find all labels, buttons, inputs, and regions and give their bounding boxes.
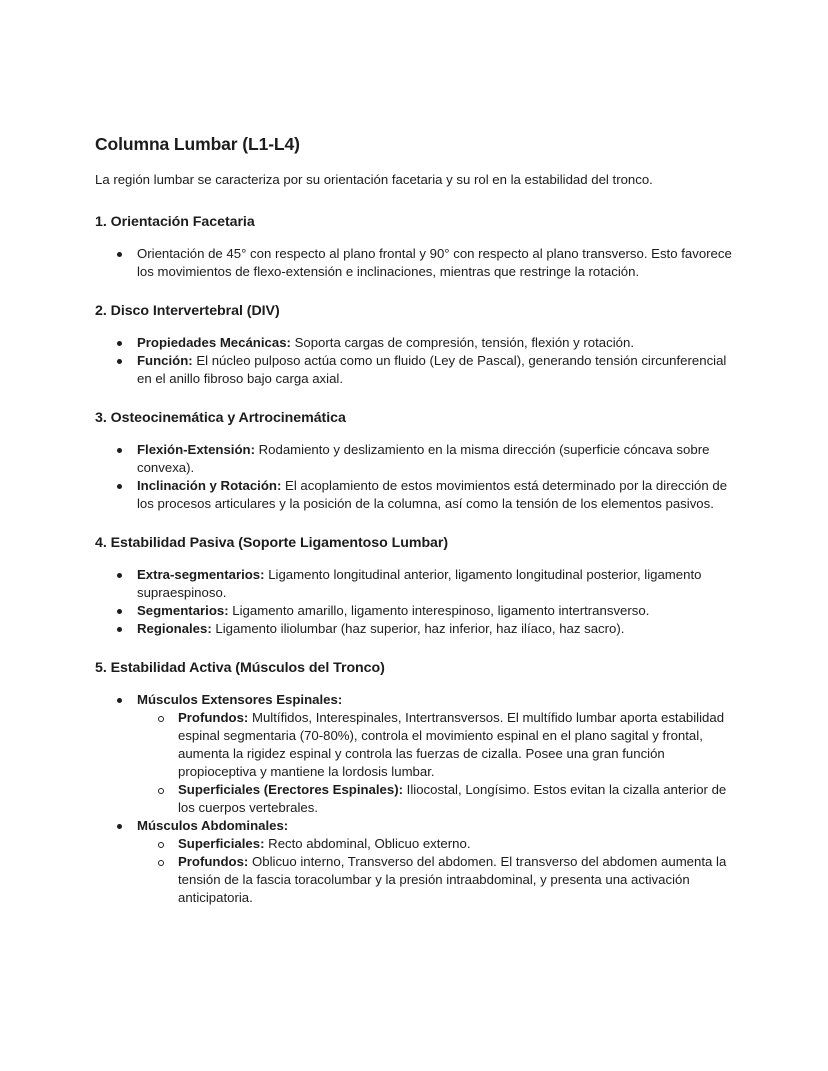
bullet-list <box>95 691 735 907</box>
bullet-label: Segmentarios: <box>137 603 229 618</box>
bullet-list <box>95 441 735 513</box>
list-item <box>95 477 735 513</box>
bullet-text: Ligamento longitudinal anterior, ligamento longitudinal posterior, ligamento supraespinoso. <box>137 567 702 600</box>
bullet-label: Regionales: <box>137 621 212 636</box>
sub-list-item <box>137 781 735 817</box>
bullet-label: Flexión-Extensión: <box>137 442 255 457</box>
section <box>95 409 735 513</box>
bullet-text: Soporta cargas de compresión, tensión, flexión y rotación. <box>290 335 634 350</box>
list-item <box>95 620 735 638</box>
bullet-list <box>95 245 735 281</box>
list-item <box>95 334 735 352</box>
bullet-label: Músculos Extensores Espinales: <box>137 692 343 707</box>
sub-bullet-list <box>137 709 735 817</box>
bullet-label: Extra-segmentarios: <box>137 567 265 582</box>
bullet-label: Profundos: <box>178 710 249 725</box>
bullet-label: Propiedades Mecánicas: <box>137 335 291 350</box>
bullet-label: Superficiales: <box>178 836 265 851</box>
sub-list-item <box>137 709 735 781</box>
bullet-label: Profundos: <box>178 854 249 869</box>
list-item <box>95 602 735 620</box>
bullet-text: El núcleo pulposo actúa como un fluido (Ley de Pascal), generando tensión circunferencial en el anillo fibroso bajo carga axial. <box>137 353 727 386</box>
bullet-label: Inclinación y Rotación: <box>137 478 282 493</box>
section-heading: 1. Orientación Facetaria <box>95 214 255 230</box>
bullet-text: Ligamento amarillo, ligamento interespinoso, ligamento intertransverso. <box>228 603 650 618</box>
section <box>95 213 735 281</box>
bullet-label: Músculos Abdominales: <box>137 818 289 833</box>
section-heading: 5. Estabilidad Activa (Músculos del Tronco) <box>95 660 385 676</box>
list-item <box>95 566 735 602</box>
sub-list-item <box>137 853 735 907</box>
bullet-label: Función: <box>137 353 193 368</box>
list-item <box>95 352 735 388</box>
section <box>95 659 735 907</box>
bullet-text: Ligamento iliolumbar (haz superior, haz inferior, haz ilíaco, haz sacro). <box>211 621 625 636</box>
bullet-list <box>95 566 735 638</box>
section-heading: 4. Estabilidad Pasiva (Soporte Ligamentoso Lumbar) <box>95 535 449 551</box>
section <box>95 302 735 388</box>
section-heading: 3. Osteocinemática y Artrocinemática <box>95 410 346 426</box>
bullet-list <box>95 334 735 388</box>
section <box>95 534 735 638</box>
bullet-text: Iliocostal, Longísimo. Estos evitan la cizalla anterior de los cuerpos vertebrales. <box>178 782 727 815</box>
list-item <box>95 691 735 817</box>
page-title: Columna Lumbar (L1-L4) <box>95 134 300 154</box>
list-item <box>95 245 735 281</box>
bullet-text: Multífidos, Interespinales, Intertransversos. El multífido lumbar aporta estabilidad espinal segmentaria (70-80%), controla el movimiento espinal en el plano sagital y frontal, aumenta la rigidez espinal y controla las fuerzas de cizalla. Posee una gran función propioceptiva y mantiene la lordosis lumbar. <box>178 710 725 779</box>
bullet-text: El acoplamiento de estos movimientos está determinado por la dirección de los procesos articulares y la posición de la columna, así como la tensión de los elementos pasivos. <box>137 478 728 511</box>
bullet-text: Orientación de 45° con respecto al plano frontal y 90° con respecto al plano transverso. Esto favorece los movimientos de flexo-extensión e inclinaciones, mientras que restringe la rotación. <box>137 246 732 279</box>
intro-paragraph: La región lumbar se caracteriza por su orientación facetaria y su rol en la estabilidad del tronco. <box>95 172 653 187</box>
bullet-text: Recto abdominal, Oblicuo externo. <box>264 836 471 851</box>
list-item <box>95 441 735 477</box>
bullet-text: Oblicuo interno, Transverso del abdomen. El transverso del abdomen aumenta la tensión de la fascia toracolumbar y la presión intraabdominal, y presenta una activación anticipatoria. <box>178 854 727 905</box>
section-heading: 2. Disco Intervertebral (DIV) <box>95 303 280 319</box>
sections-container <box>95 213 735 907</box>
bullet-text: Rodamiento y deslizamiento en la misma dirección (superficie cóncava sobre convexa). <box>137 442 710 475</box>
sub-bullet-list <box>137 835 735 907</box>
sub-list-item <box>137 835 735 853</box>
bullet-label: Superficiales (Erectores Espinales): <box>178 782 404 797</box>
list-item <box>95 817 735 907</box>
